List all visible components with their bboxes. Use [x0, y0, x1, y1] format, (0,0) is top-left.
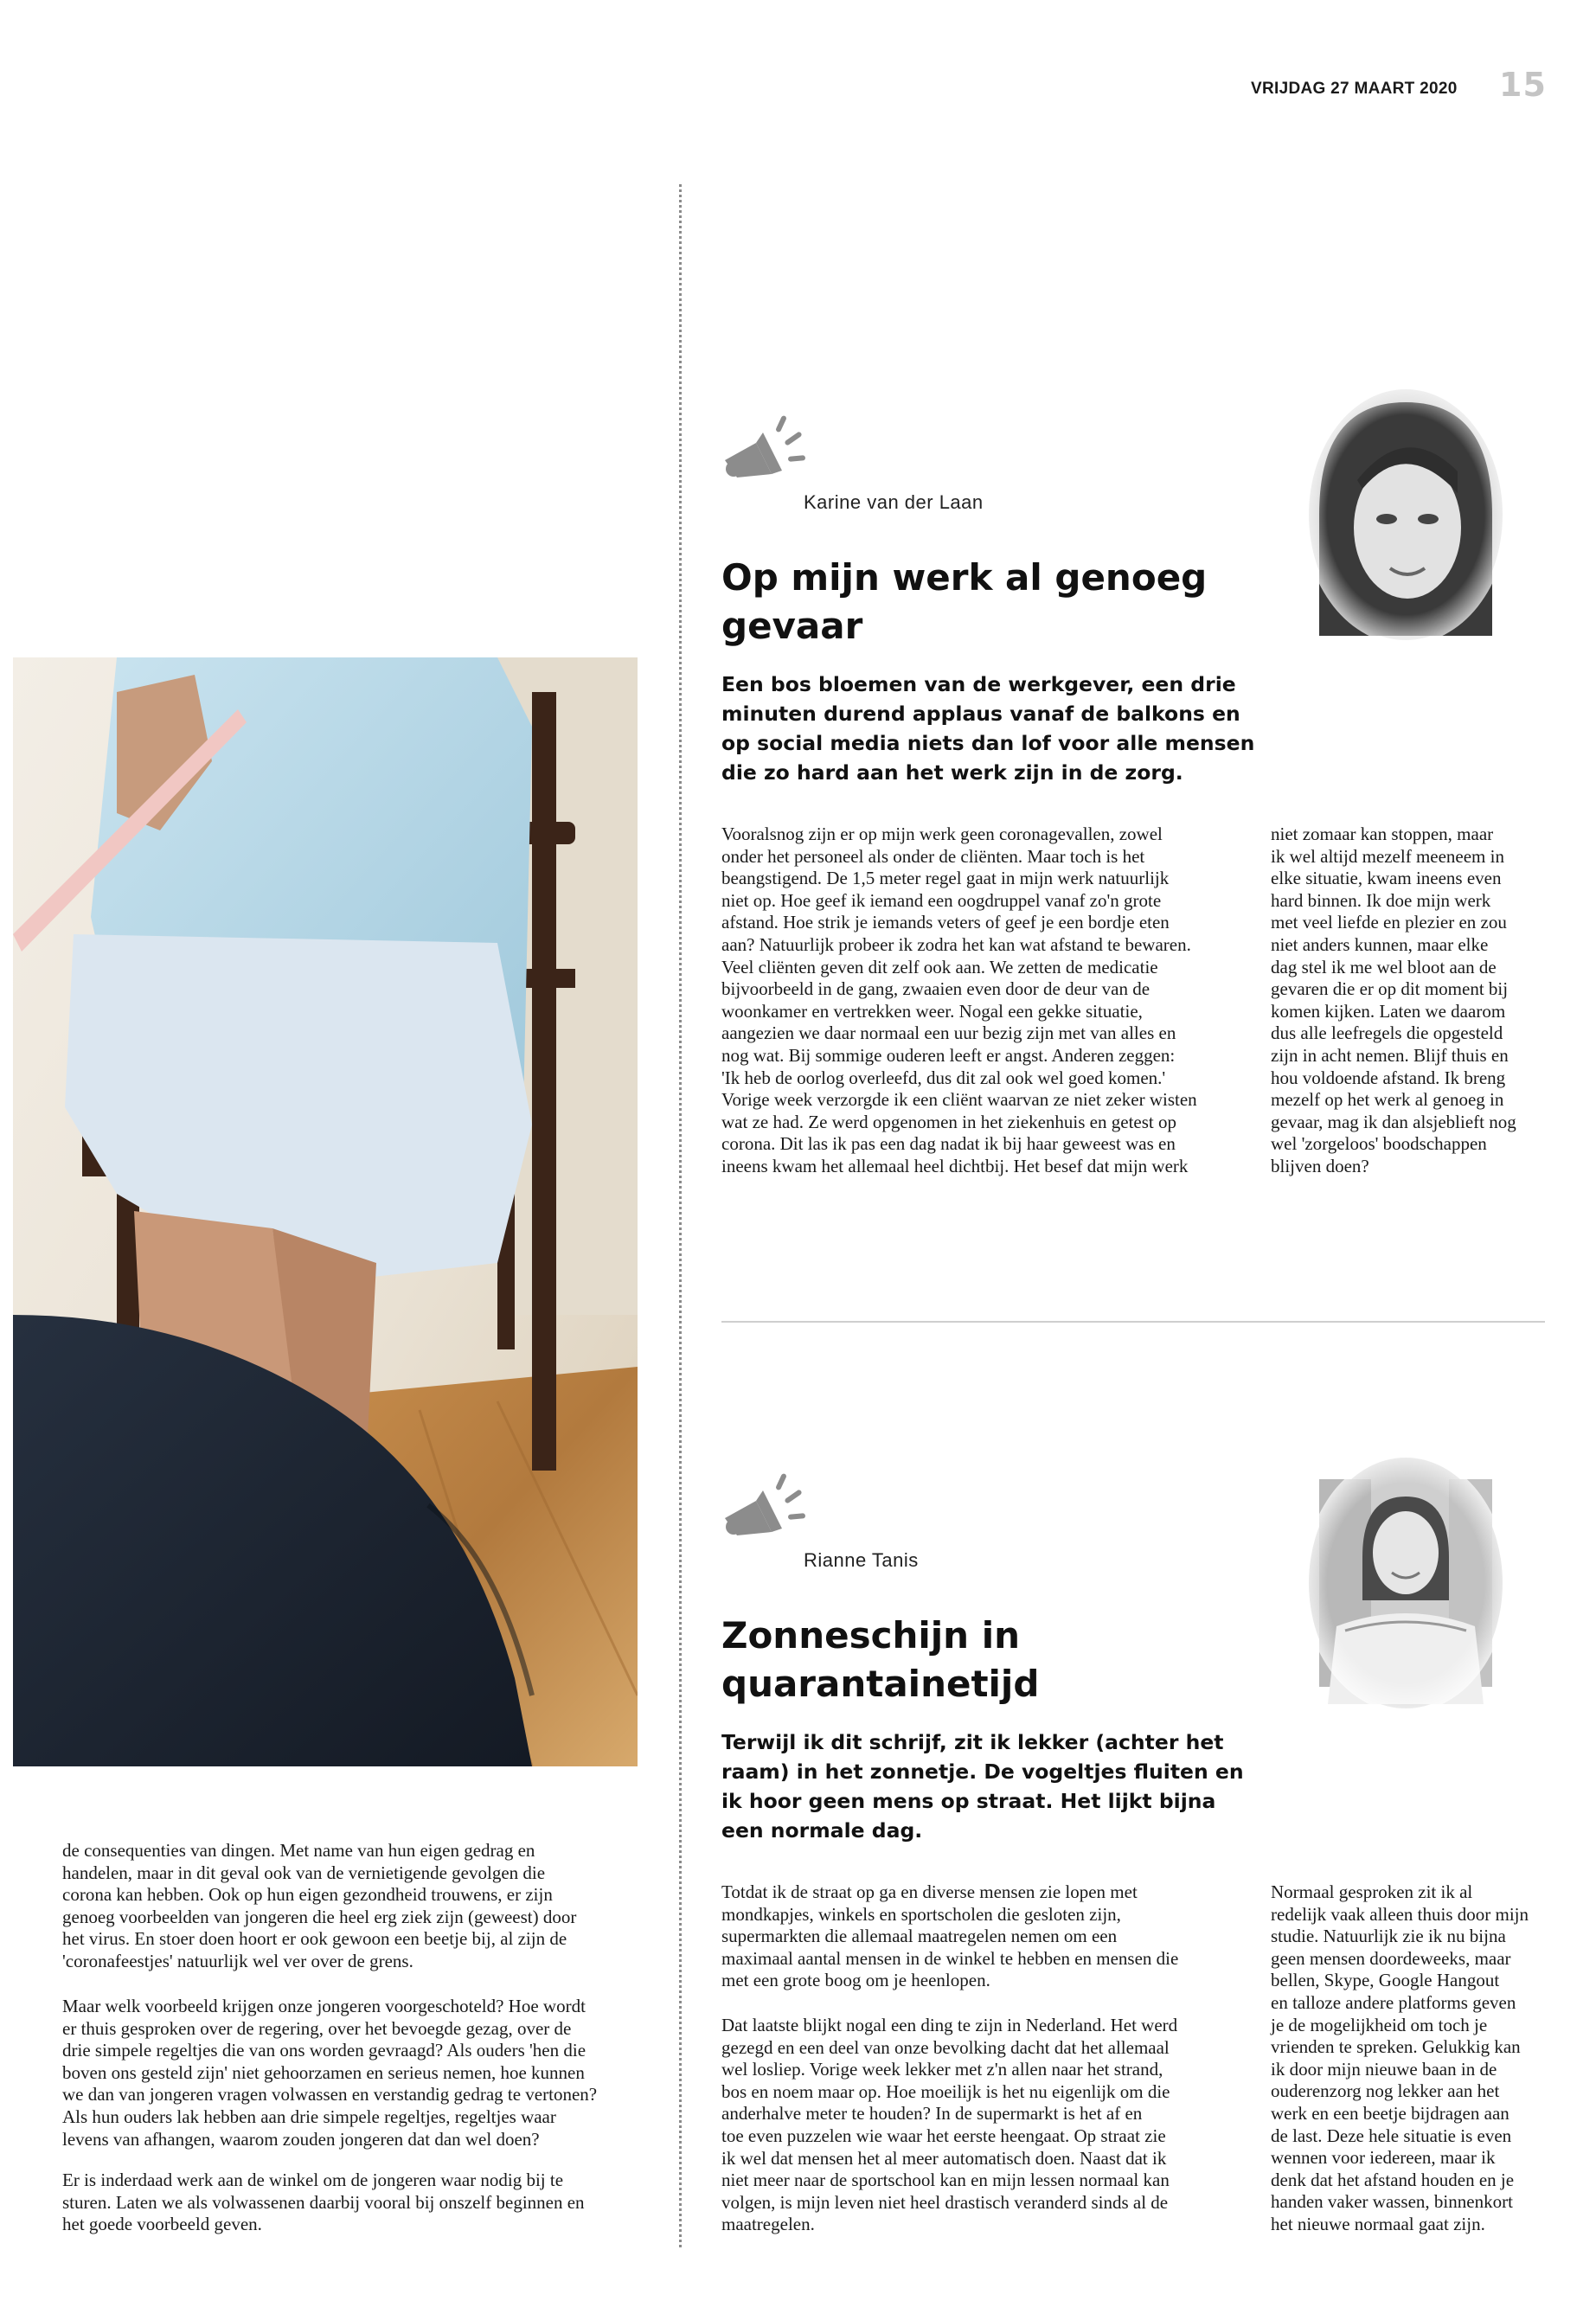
- page-number: 15: [1499, 66, 1547, 104]
- left-column-paragraph-3: Er is inderdaad werk aan de winkel om de jongeren waar nodig bij te sturen. Laten we als volwassenen daarbij vooral bij onszelf beginnen en het goede voorbeeld geven.: [62, 2170, 585, 2235]
- article2-body-paragraph-1: Totdat ik de straat op ga en diverse mensen zie lopen met mondkapjes, winkels en sportscholen die gesloten zijn, supermarkten die allemaal maatregelen nemen om een maximaal aantal mensen in de winkel te hebben en mensen die met een grote boog om je heenlopen.: [721, 1881, 1179, 1991]
- article2-author: Rianne Tanis: [804, 1549, 919, 1571]
- megaphone-icon: [718, 407, 822, 493]
- article1-author-portrait: [1302, 385, 1509, 644]
- issue-date: VRIJDAG 27 MAART 2020: [1251, 80, 1458, 98]
- left-column-paragraph-1: de consequenties van dingen. Met name van hun eigen gedrag en handelen, maar in dit geval ook van de vernietigende gevolgen die corona kan hebben. Ook op hun eigen gezondheid trouwens, er zijn genoeg voorbeelden van jongeren die heel erg ziek zijn (geweest) door het virus. En stoer doen hoort er ook gewoon een beetje bij, al zijn de 'coronafeestjes' natuurlijk wel ver over de grens.: [62, 1840, 577, 1971]
- article2-body-paragraph-2: Dat laatste blijkt nogal een ding te zijn in Nederland. Het werd gezegd en een deel van onze bevolking dacht dat het allemaal wel losliep. Vorige week lekker met z'n allen naar het strand, bos en noem maar op. Hoe moeilijk is het nu eigenlijk om die anderhalve meter te houden? In de supermarkt is het af en toe even puzzelen wie waar het eerste heengaat. Op straat zie ik wel dat mensen het al meer automatisch doen. Naast dat ik niet meer naar de sportschool kan en mijn lessen normaal kan volgen, is mijn leven niet heel drastisch veranderd sinds al de maatregelen.: [721, 2015, 1178, 2235]
- megaphone-icon: [718, 1465, 822, 1551]
- article2-intro: Terwijl ik dit schrijf, zit ik lekker (achter het raam) in het zonnetje. De vogeltjes fluiten en ik hoor geen mens op straat. Het lijkt bijna een normale dag.: [721, 1730, 1244, 1843]
- article-separator: [721, 1321, 1545, 1323]
- left-column-paragraph-2: Maar welk voorbeeld krijgen onze jongeren voorgeschoteld? Hoe wordt er thuis gesproken over de regering, over het bevoegde gezag, over de drie simpele regeltjes die van ons worden gevraagd? Als ouders 'hen die boven ons gesteld zijn' niet gehoorzamen en serieus nemen, hoe kunnen we dan van jongeren vragen volwassen en verstandig gedrag te vertonen? Als hun ouders lak hebben aan drie simpele regeltjes, regeltjes waar levens van afhangen, waarom zouden jongeren dat dan wel doen?: [62, 1996, 598, 2150]
- article2-author-portrait: [1302, 1453, 1509, 1713]
- article1-headline: Op mijn werk al genoeg gevaar: [721, 556, 1208, 647]
- article1-body-column-2: niet zomaar kan stoppen, maar ik wel altijd mezelf meeneem in elke situatie, kwam ineens even hard binnen. Ik doe mijn werk met veel liefde en plezier en zou niet anders kunnen, maar elke dag stel ik me wel bloot aan de gevaren die er op dit moment bij komen kijken. Laten we daarom dus alle leefregels die opgesteld zijn in acht nemen. Blijf thuis en hou voldoende afstand. Ik breng mezelf op het werk al genoeg in gevaar, mag ik dan alsjeblieft nog wel 'zorgeloos' boodschappen blijven doen?: [1271, 824, 1516, 1176]
- article1-author: Karine van der Laan: [804, 491, 984, 513]
- column-divider: [679, 184, 682, 2247]
- article2-headline: Zonneschijn in quarantainetijd: [721, 1614, 1040, 1705]
- article1-intro: Een bos bloemen van de werkgever, een drie minuten durend applaus vanaf de balkons en op social media niets dan lof voor alle mensen die zo hard aan het werk zijn in de zorg.: [721, 672, 1255, 785]
- photo-person-on-chair: [13, 657, 638, 1766]
- article1-body-column-1: Vooralsnog zijn er op mijn werk geen coronagevallen, zowel onder het personeel als onder de cliënten. Maar toch is het beangstigend. De 1,5 meter regel gaat in mijn werk natuurlijk niet op. Hoe geef ik iemand een oogdruppel vanaf zo'n grote afstand. Hoe strik je iemands veters of geef je een bordje eten aan? Natuurlijk probeer ik zodra het kan wat afstand te bewaren. Veel cliënten geven dit zelf ook aan. We zetten de medicatie bijvoorbeeld in de gang, zwaaien even door de deur van de woonkamer en vertrekken weer. Nogal een gekke situatie, aangezien we daar normaal een uur bezig zijn met van alles en nog wat. Bij sommige ouderen leeft er angst. Anderen zeggen: 'Ik heb de oorlog overleefd, dus dit zal ook wel goed komen.' Vorige week verzorgde ik een cliënt waarvan ze niet zeker wisten wat ze had. Ze werd opgenomen in het ziekenhuis en getest op corona. Dit las ik pas een dag nadat ik bij haar geweest was en ineens kwam het allemaal heel dichtbij. Het besef dat mijn werk: [721, 824, 1197, 1176]
- article2-body-column-2: Normaal gesproken zit ik al redelijk vaak alleen thuis door mijn studie. Natuurlijk zie ik nu bijna geen mensen doordeweeks, maar bellen, Skype, Google Hangout en talloze andere platforms geven je de mogelijkheid om toch je vrienden te spreken. Gelukkig kan ik door mijn nieuwe baan in de ouderenzorg nog lekker aan het werk en een beetje bijdragen aan de last. Deze hele situatie is even wennen voor iedereen, maar ik denk dat het afstand houden en je handen vaker wassen, binnenkort het nieuwe normaal gaat zijn.: [1271, 1881, 1529, 2234]
